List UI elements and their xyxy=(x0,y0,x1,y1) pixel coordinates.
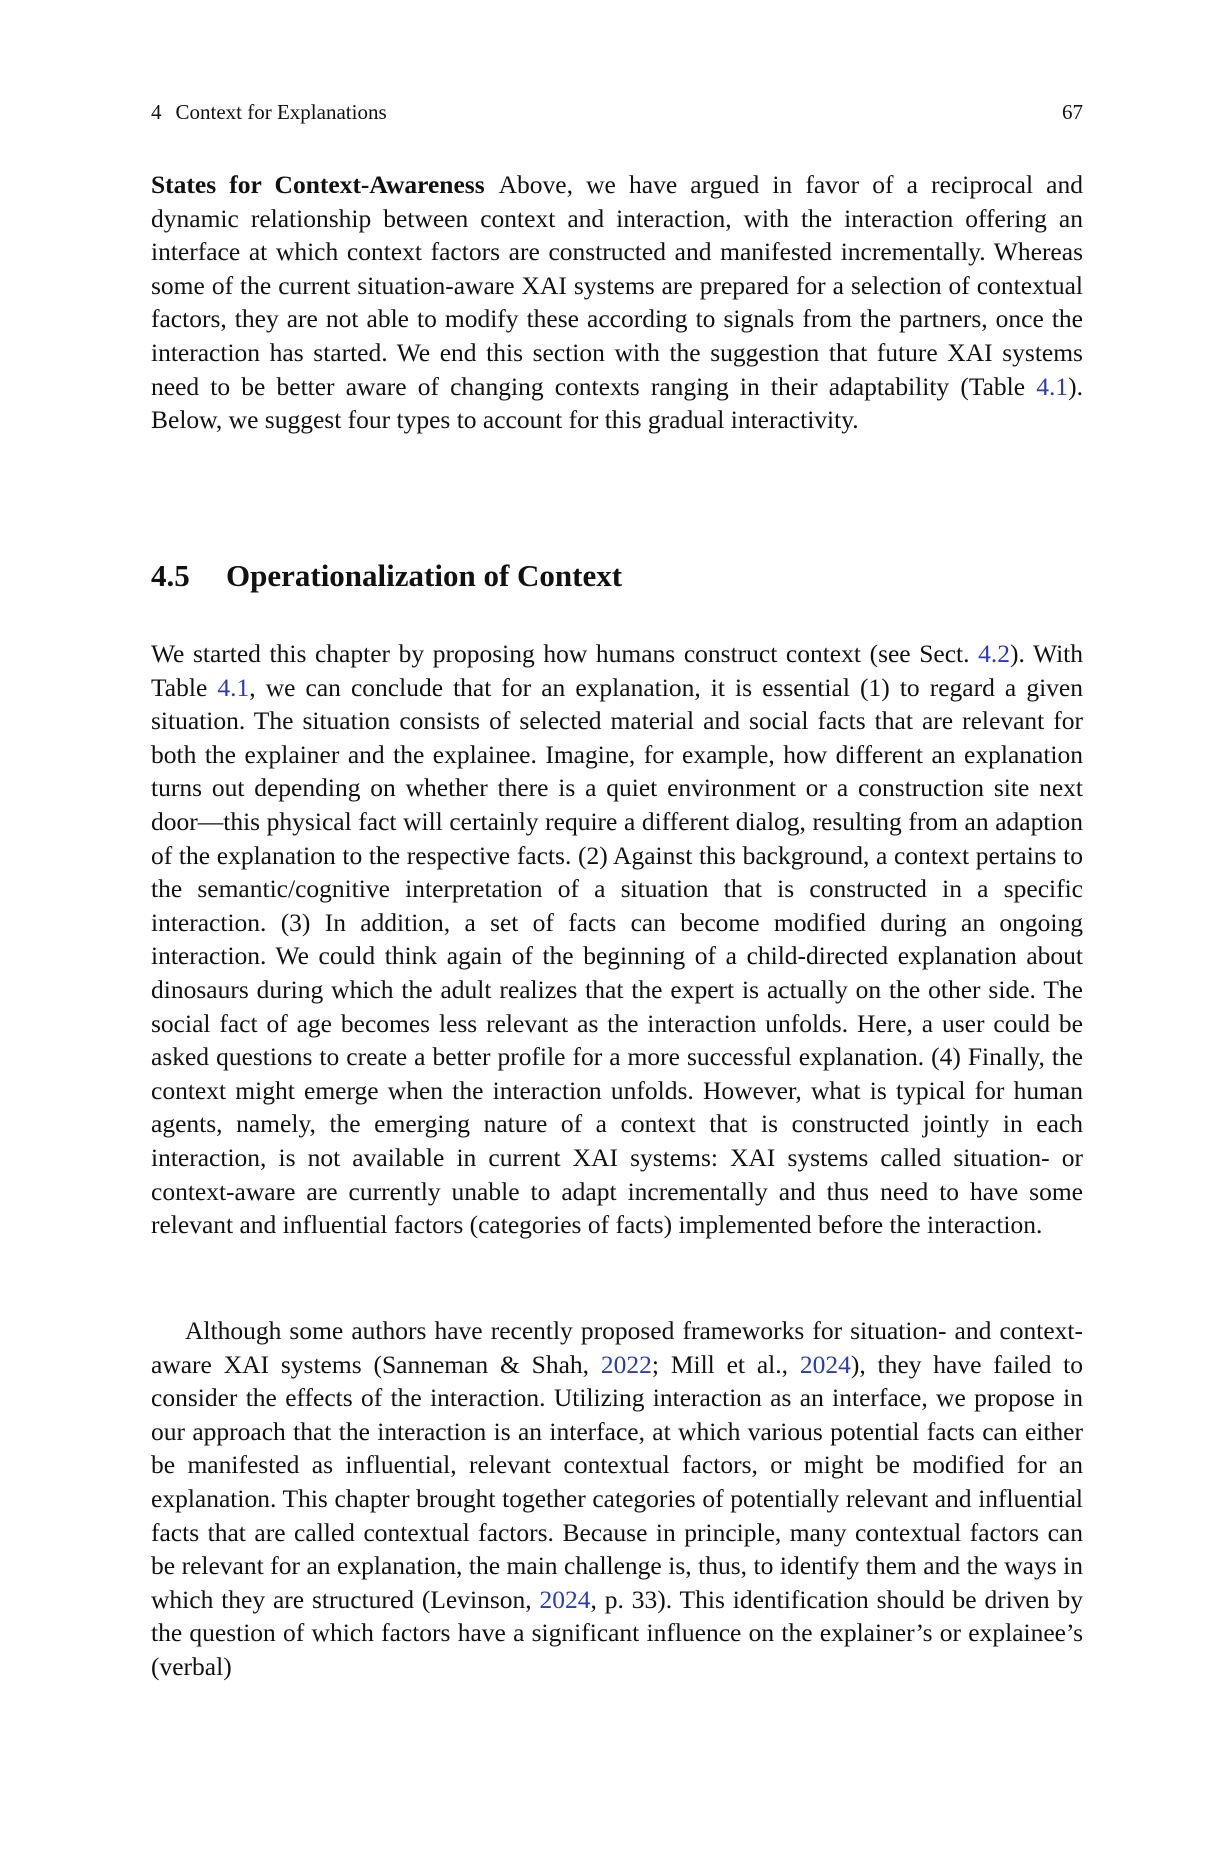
paragraph-text: ; Mill et al., xyxy=(651,1349,800,1379)
table-reference-link[interactable]: 4.1 xyxy=(217,672,250,702)
citation-link[interactable]: 2024 xyxy=(539,1584,591,1614)
paragraph-text: Although some authors have recently proposed frameworks for situation- and context-aware XAI systems (Sanneman & Shah, xyxy=(151,1316,1083,1379)
section-number: 4.5 xyxy=(151,558,190,593)
citation-link[interactable]: 2022 xyxy=(600,1349,652,1379)
page-number: 67 xyxy=(1062,100,1083,124)
section-reference-link[interactable]: 4.2 xyxy=(978,639,1011,668)
paragraph-text: ). Below, we suggest four types to account for this gradual interactivity. xyxy=(151,371,1083,435)
paragraph-text: , p. 33). This identification should be driven by the question of which factors have a significant influence on the explainer’s or explainee’s (verbal) xyxy=(151,1584,1083,1681)
paragraph-text: , we can conclude that for an explanation, it is essential (1) to regard a given situation. The situation consists of selected material and social facts that are relevant for both the explainer and the explainee. Imagine, for example, how different an explanation turns out depending on whether there is a quiet environment or a construction site next door—this physical fact will certainly require a different dialog, resulting from an adaption of the explanation to the respective facts. (2) Against this background, a context pertains to the semantic/cognitive interpretation of a situation that is constructed in a specific interaction. (3) In addition, a set of facts can become modified during an ongoing interaction. We could think again of the beginning of a child-directed explanation about dinosaurs during which the adult realizes that the expert is actually on the other side. The social fact of age becomes less relevant as the interaction unfolds. Here, a user could be asked questions to create a better profile for a more successful explanation. (4) Finally, the context might emerge when the interaction unfolds. However, what is typical for human agents, namely, the emerging nature of a context that is constructed jointly in each interaction, is not available in current XAI systems: XAI systems called situation- or context-aware are currently unable to adapt incrementally and thus need to have some relevant and influential factors (categories of facts) implemented before the interaction. xyxy=(151,672,1083,1240)
run-in-heading: States for Context-Awareness xyxy=(151,170,485,199)
running-head xyxy=(151,98,1083,126)
body-paragraph xyxy=(151,1314,1083,1684)
chapter-number: 4 xyxy=(151,100,162,124)
paragraph-text: Above, we have argued in favor of a reciprocal and dynamic relationship between context and interaction, with the interaction offering an interface at which context factors are constructed and manifested incrementally. Whereas some of the current situation-aware XAI systems are prepared for a selection of contextual factors, they are not able to modify these according to signals from the partners, once the interaction has started. We end this section with the suggestion that future XAI systems need to be better aware of changing contexts ranging in their adaptability (Table xyxy=(151,170,1083,401)
paragraph-text: ), they have failed to consider the effects of the interaction. Utilizing interaction as an interface, we propose in our approach that the interaction is an interface, at which various potential facts can either be manifested as influential, relevant contextual factors, or might be modified for an explanation. This chapter brought together categories of potentially relevant and influential facts that are called contextual factors. Because in principle, many contextual factors can be relevant for an explanation, the main challenge is, thus, to identify them and the ways in which they are structured (Levinson, xyxy=(151,1349,1083,1614)
section-heading xyxy=(151,556,622,596)
table-reference-link[interactable]: 4.1 xyxy=(1036,371,1069,401)
paragraph-text: ). With Table xyxy=(151,639,1084,702)
citation-link[interactable]: 2024 xyxy=(799,1349,851,1379)
body-paragraph xyxy=(151,637,1083,1242)
states-paragraph xyxy=(151,168,1083,437)
section-title: Operationalization of Context xyxy=(226,558,623,593)
paragraph-text: We started this chapter by proposing how humans construct context (see Sect. xyxy=(151,639,979,668)
chapter-title: Context for Explanations xyxy=(175,100,387,124)
